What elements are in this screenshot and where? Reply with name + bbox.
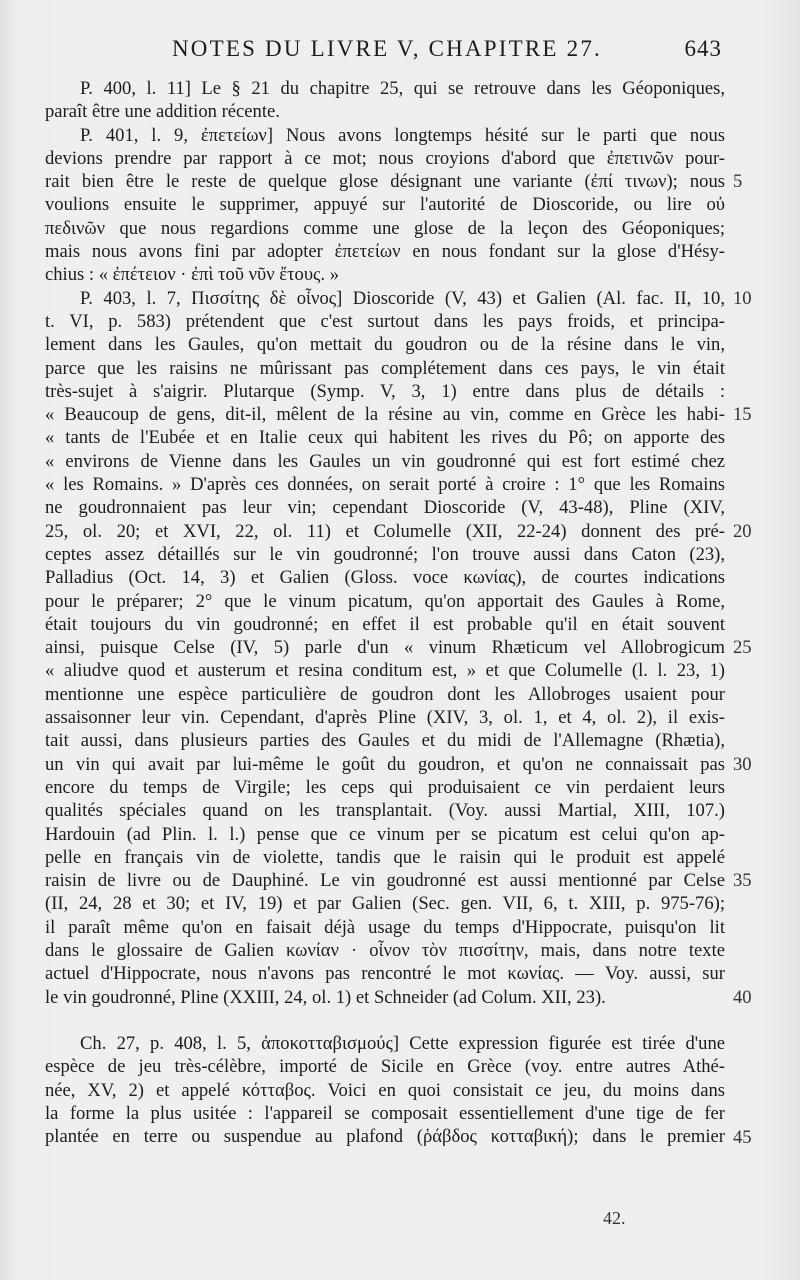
text-line: paraît être une addition récente. bbox=[45, 101, 280, 123]
signature-mark: 42. bbox=[603, 1208, 626, 1228]
text-line: un vin qui avait par lui-même le goût du goudron, et qu'on ne connaissait pas bbox=[45, 753, 725, 775]
text-line: lement dans les Gaules, qu'on mettait du goudron ou de la résine dans le vin, bbox=[45, 334, 725, 356]
text-line: ainsi, puisque Celse (IV, 5) parle d'un « vinum Rhæticum vel Allobrogicum bbox=[45, 637, 725, 659]
text-line: t. VI, p. 583) prétendent que c'est surtout dans les pays froids, et principa- bbox=[45, 310, 725, 332]
line-number: 15 bbox=[733, 404, 752, 426]
text-line: espèce de jeu très-célèbre, importé de Sicile en Grèce (voy. entre autres Athé- bbox=[45, 1056, 725, 1078]
text-line: dans le glossaire de Galien κωνίαν · οἶνον τὸν πισσίτην, mais, dans notre texte bbox=[45, 939, 725, 961]
text-line: 25, ol. 20; et XVI, 22, ol. 11) et Columelle (XII, 22-24) donnent des pré- bbox=[45, 520, 725, 542]
line-number: 5 bbox=[733, 171, 743, 193]
notes-text-body bbox=[45, 77, 725, 1149]
text-line: encore du temps de Virgile; les ceps qui produisaient ce vin perdaient leurs bbox=[45, 776, 725, 798]
text-line: assaisonner leur vin. Cependant, d'après Pline (XIV, 3, ol. 1, et 4, ol. 2), il exis- bbox=[45, 707, 725, 729]
page-header bbox=[100, 36, 722, 70]
text-line: pelle en français vin de violette, tandis que le raisin qui le produit est appelé bbox=[45, 846, 725, 868]
text-line: chius : « ἐπέτειον · ἐπὶ τοῦ νῦν ἔτους. » bbox=[45, 264, 340, 286]
text-line: le vin goudronné, Pline (XXIII, 24, ol. 1) et Schneider (ad Colum. XII, 23). bbox=[45, 986, 606, 1008]
text-line: il paraît même qu'on en faisait déjà usage du temps d'Hippocrate, puisqu'on lit bbox=[45, 916, 725, 938]
line-number: 45 bbox=[733, 1126, 752, 1148]
text-line: « tants de l'Eubée et en Italie ceux qui habitent les rives du Pô; on apporte des bbox=[45, 427, 725, 449]
line-number: 20 bbox=[733, 520, 752, 542]
text-line: P. 400, l. 11] Le § 21 du chapitre 25, qui se retrouve dans les Géoponiques, bbox=[80, 78, 725, 99]
text-line: très-sujet à s'aigrir. Plutarque (Symp. V, 3, 1) entre dans plus de détails : bbox=[45, 380, 725, 402]
line-number: 10 bbox=[733, 287, 752, 309]
text-line: rait bien être le reste de quelque glose désignant une variante (ἐπί τινων); nous bbox=[45, 171, 725, 193]
text-line: πεδινῶν que nous regardions comme une glose de la leçon des Géoponiques; bbox=[45, 217, 725, 239]
text-line: « Beaucoup de gens, dit-il, mêlent de la résine au vin, comme en Grèce les habi- bbox=[45, 404, 725, 426]
line-number: 35 bbox=[733, 870, 752, 892]
text-line: P. 401, l. 9, ἐπετείων] Nous avons longtemps hésité sur le parti que nous bbox=[80, 124, 725, 146]
text-line: ne goudronnaient pas leur vin; cependant Dioscoride (V, 43-48), Pline (XIV, bbox=[45, 497, 725, 519]
text-line: actuel d'Hippocrate, nous n'avons pas rencontré le mot κωνίας. — Voy. aussi, sur bbox=[45, 963, 725, 985]
text-line: P. 403, l. 7, Πισσίτης δὲ οἶνος] Dioscoride (V, 43) et Galien (Al. fac. II, 10, bbox=[80, 287, 725, 309]
text-line: « aliudve quod et austerum et resina conditum est, » et que Columelle (l. l. 23, 1) bbox=[45, 660, 725, 682]
text-line: parce que les raisins ne mûrissant pas complétement dans ces pays, le vin était bbox=[45, 357, 725, 379]
text-line: Hardouin (ad Plin. l. l.) pense que ce vinum per se picatum est celui qu'on ap- bbox=[45, 823, 725, 845]
text-line: devions prendre par rapport à ce mot; nous croyions d'abord que ἐπετινῶν pour- bbox=[45, 147, 725, 169]
text-line: « environs de Vienne dans les Gaules un vin goudronné qui est fort estimé chez bbox=[45, 450, 725, 472]
line-number: 40 bbox=[733, 986, 752, 1008]
section-gap bbox=[45, 1009, 725, 1032]
text-line: mentionne une espèce particulière de goudron dont les Allobroges usaient pour bbox=[45, 683, 725, 705]
text-line: voulions ensuite le supprimer, appuyé sur l'autorité de Dioscoride, ou lire οὐ bbox=[45, 194, 725, 216]
line-number: 30 bbox=[733, 753, 752, 775]
text-line: « les Romains. » D'après ces données, on serait porté à croire : 1° que les Romains bbox=[45, 474, 725, 496]
text-line: ceptes assez détaillés sur le vin goudronné; l'on trouve aussi dans Caton (23), bbox=[45, 543, 725, 565]
page-number: 643 bbox=[684, 36, 722, 61]
text-line: Palladius (Oct. 14, 3) et Galien (Gloss. voce κωνίας), de courtes indications bbox=[45, 567, 725, 589]
text-line: raisin de livre ou de Dauphiné. Le vin goudronné est aussi mentionné par Celse bbox=[45, 870, 725, 892]
text-line: était toujours du vin goudronné; en effet il est probable qu'il en était souvent bbox=[45, 613, 725, 635]
text-line: tait aussi, dans plusieurs parties des Gaules et du midi de l'Allemagne (Rhætia), bbox=[45, 730, 725, 752]
text-line: née, XV, 2) et appelé κότταβος. Voici en quoi consistait ce jeu, du moins dans bbox=[45, 1079, 725, 1101]
text-line: (II, 24, 28 et 30; et IV, 19) et par Galien (Sec. gen. VII, 6, t. XIII, p. 975-76); bbox=[45, 893, 725, 915]
text-line: Ch. 27, p. 408, l. 5, ἀποκοτταβισμούς] Cette expression figurée est tirée d'une bbox=[80, 1033, 725, 1055]
text-line: pour le préparer; 2° que le vinum picatum, qu'on apportait des Gaules à Rome, bbox=[45, 590, 725, 612]
text-line: la forme la plus usitée : l'appareil se composait essentiellement d'une tige de fer bbox=[45, 1103, 725, 1125]
text-line: plantée en terre ou suspendue au plafond (ῥάβδος κοτταβική); dans le premier bbox=[45, 1126, 725, 1148]
text-line: mais nous avons fini par adopter ἐπετείων en nous fondant sur la glose d'Hésy- bbox=[45, 241, 725, 263]
text-line: qualités spéciales quand on les transplantait. (Voy. aussi Martial, XIII, 107.) bbox=[45, 800, 725, 822]
line-number: 25 bbox=[733, 637, 752, 659]
running-head: NOTES DU LIVRE V, CHAPITRE 27. bbox=[172, 36, 602, 61]
